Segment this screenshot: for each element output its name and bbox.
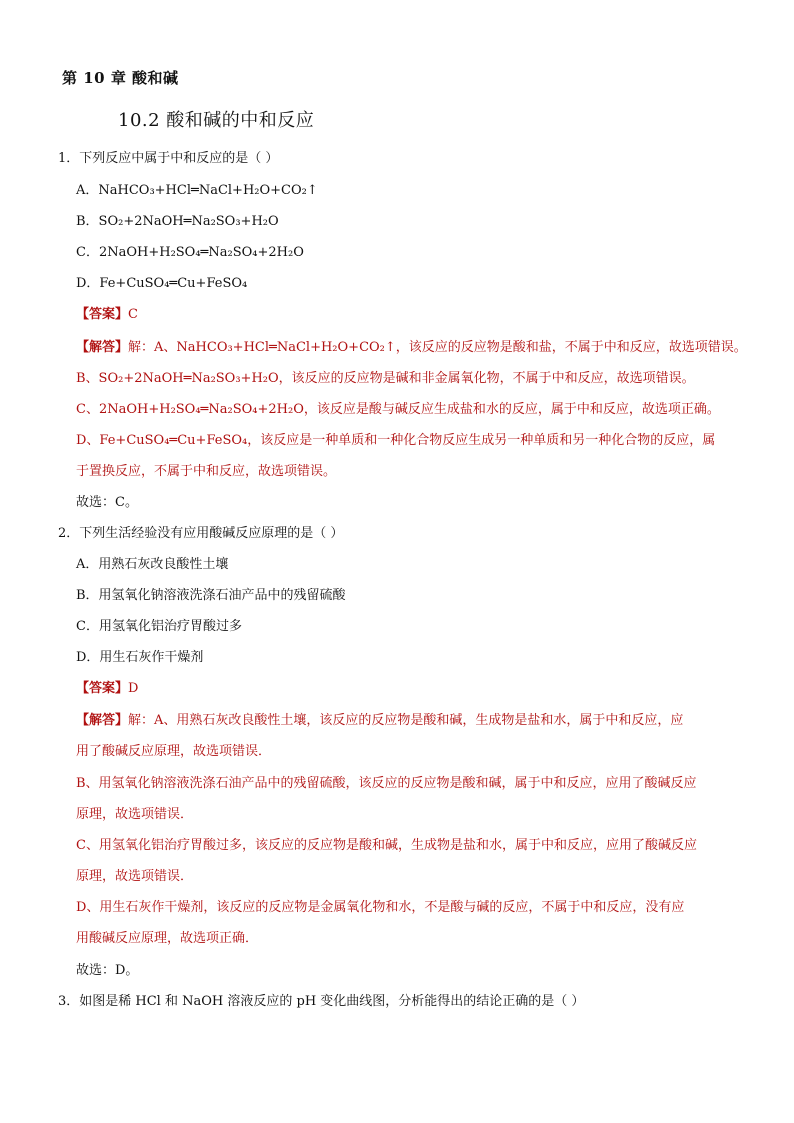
question-2-option-a: A．用熟石灰改良酸性土壤 xyxy=(76,557,229,572)
question-2-analysis-line-2: 用了酸碱反应原理，故选项错误． xyxy=(76,744,272,759)
question-1-option-a: A．NaHCO₃+HCl═NaCl+H₂O+CO₂↑ xyxy=(76,183,318,198)
question-3-stem: 3．如图是稀 HCl 和 NaOH 溶液反应的 pH 变化曲线图，分析能得出的结论正确的是（ ） xyxy=(58,994,585,1009)
question-1-stem: 1．下列反应中属于中和反应的是（ ） xyxy=(58,151,279,166)
question-1-analysis-line-2: B、SO₂+2NaOH═Na₂SO₃+H₂O，该反应的反应物是碱和非金属氧化物，不属于中和反应，故选项错误。 xyxy=(76,371,695,386)
chapter-title: 第 10 章 酸和碱 xyxy=(62,69,179,87)
analysis-label: 【解答】 xyxy=(76,340,129,355)
question-1-analysis-line-3: C、2NaOH+H₂SO₄═Na₂SO₄+2H₂O，该反应是酸与碱反应生成盐和水的反应，属于中和反应，故选项正确。 xyxy=(76,402,720,417)
answer-value: C xyxy=(128,307,138,322)
question-1-option-d: D．Fe+CuSO₄═Cu+FeSO₄ xyxy=(76,276,248,291)
question-1-analysis-line-5: 于置换反应，不属于中和反应，故选项错误。 xyxy=(76,464,337,479)
question-2-analysis-line-5: C、用氢氧化铝治疗胃酸过多，该反应的反应物是酸和碱，生成物是盐和水，属于中和反应，应用了酸碱反应 xyxy=(76,838,697,853)
question-1-analysis-line-1 xyxy=(76,338,747,358)
answer-value: D xyxy=(128,681,139,696)
question-1-conclusion: 故选：C。 xyxy=(76,495,138,510)
question-2-stem: 2．下列生活经验没有应用酸碱反应原理的是（ ） xyxy=(58,526,344,541)
question-2-option-c: C．用氢氧化铝治疗胃酸过多 xyxy=(76,619,242,634)
question-2-analysis-line-3: B、用氢氧化钠溶液洗涤石油产品中的残留硫酸，该反应的反应物是酸和碱，属于中和反应，应用了酸碱反应 xyxy=(76,776,697,791)
question-1-answer xyxy=(76,305,138,325)
answer-label: 【答案】 xyxy=(76,681,129,696)
analysis-label: 【解答】 xyxy=(76,713,129,728)
question-1-option-b: B．SO₂+2NaOH═Na₂SO₃+H₂O xyxy=(76,214,279,229)
question-2-analysis-line-4: 原理，故选项错误． xyxy=(76,807,194,822)
question-1-analysis-line-4: D、Fe+CuSO₄═Cu+FeSO₄，该反应是一种单质和一种化合物反应生成另一种单质和另一种化合物的反应，属 xyxy=(76,433,716,448)
question-2-option-d: D．用生石灰作干燥剂 xyxy=(76,650,204,665)
analysis-text: 解：A、NaHCO₃+HCl═NaCl+H₂O+CO₂↑，该反应的反应物是酸和盐，不属于中和反应，故选项错误。 xyxy=(128,340,747,355)
question-2-conclusion: 故选：D。 xyxy=(76,963,139,978)
question-2-analysis-line-1 xyxy=(76,711,683,731)
question-2-analysis-line-6: 原理，故选项错误． xyxy=(76,869,194,884)
answer-label: 【答案】 xyxy=(76,307,129,322)
section-title: 10.2 酸和碱的中和反应 xyxy=(118,110,315,131)
question-2-option-b: B．用氢氧化钠溶液洗涤石油产品中的残留硫酸 xyxy=(76,588,346,603)
question-2-answer xyxy=(76,679,138,699)
question-1-option-c: C．2NaOH+H₂SO₄═Na₂SO₄+2H₂O xyxy=(76,245,304,260)
question-2-analysis-line-8: 用酸碱反应原理，故选项正确． xyxy=(76,931,259,946)
analysis-text: 解：A、用熟石灰改良酸性土壤，该反应的反应物是酸和碱，生成物是盐和水，属于中和反应，应 xyxy=(128,713,684,728)
question-2-analysis-line-7: D、用生石灰作干燥剂，该反应的反应物是金属氧化物和水，不是酸与碱的反应，不属于中和反应，没有应 xyxy=(76,900,685,915)
